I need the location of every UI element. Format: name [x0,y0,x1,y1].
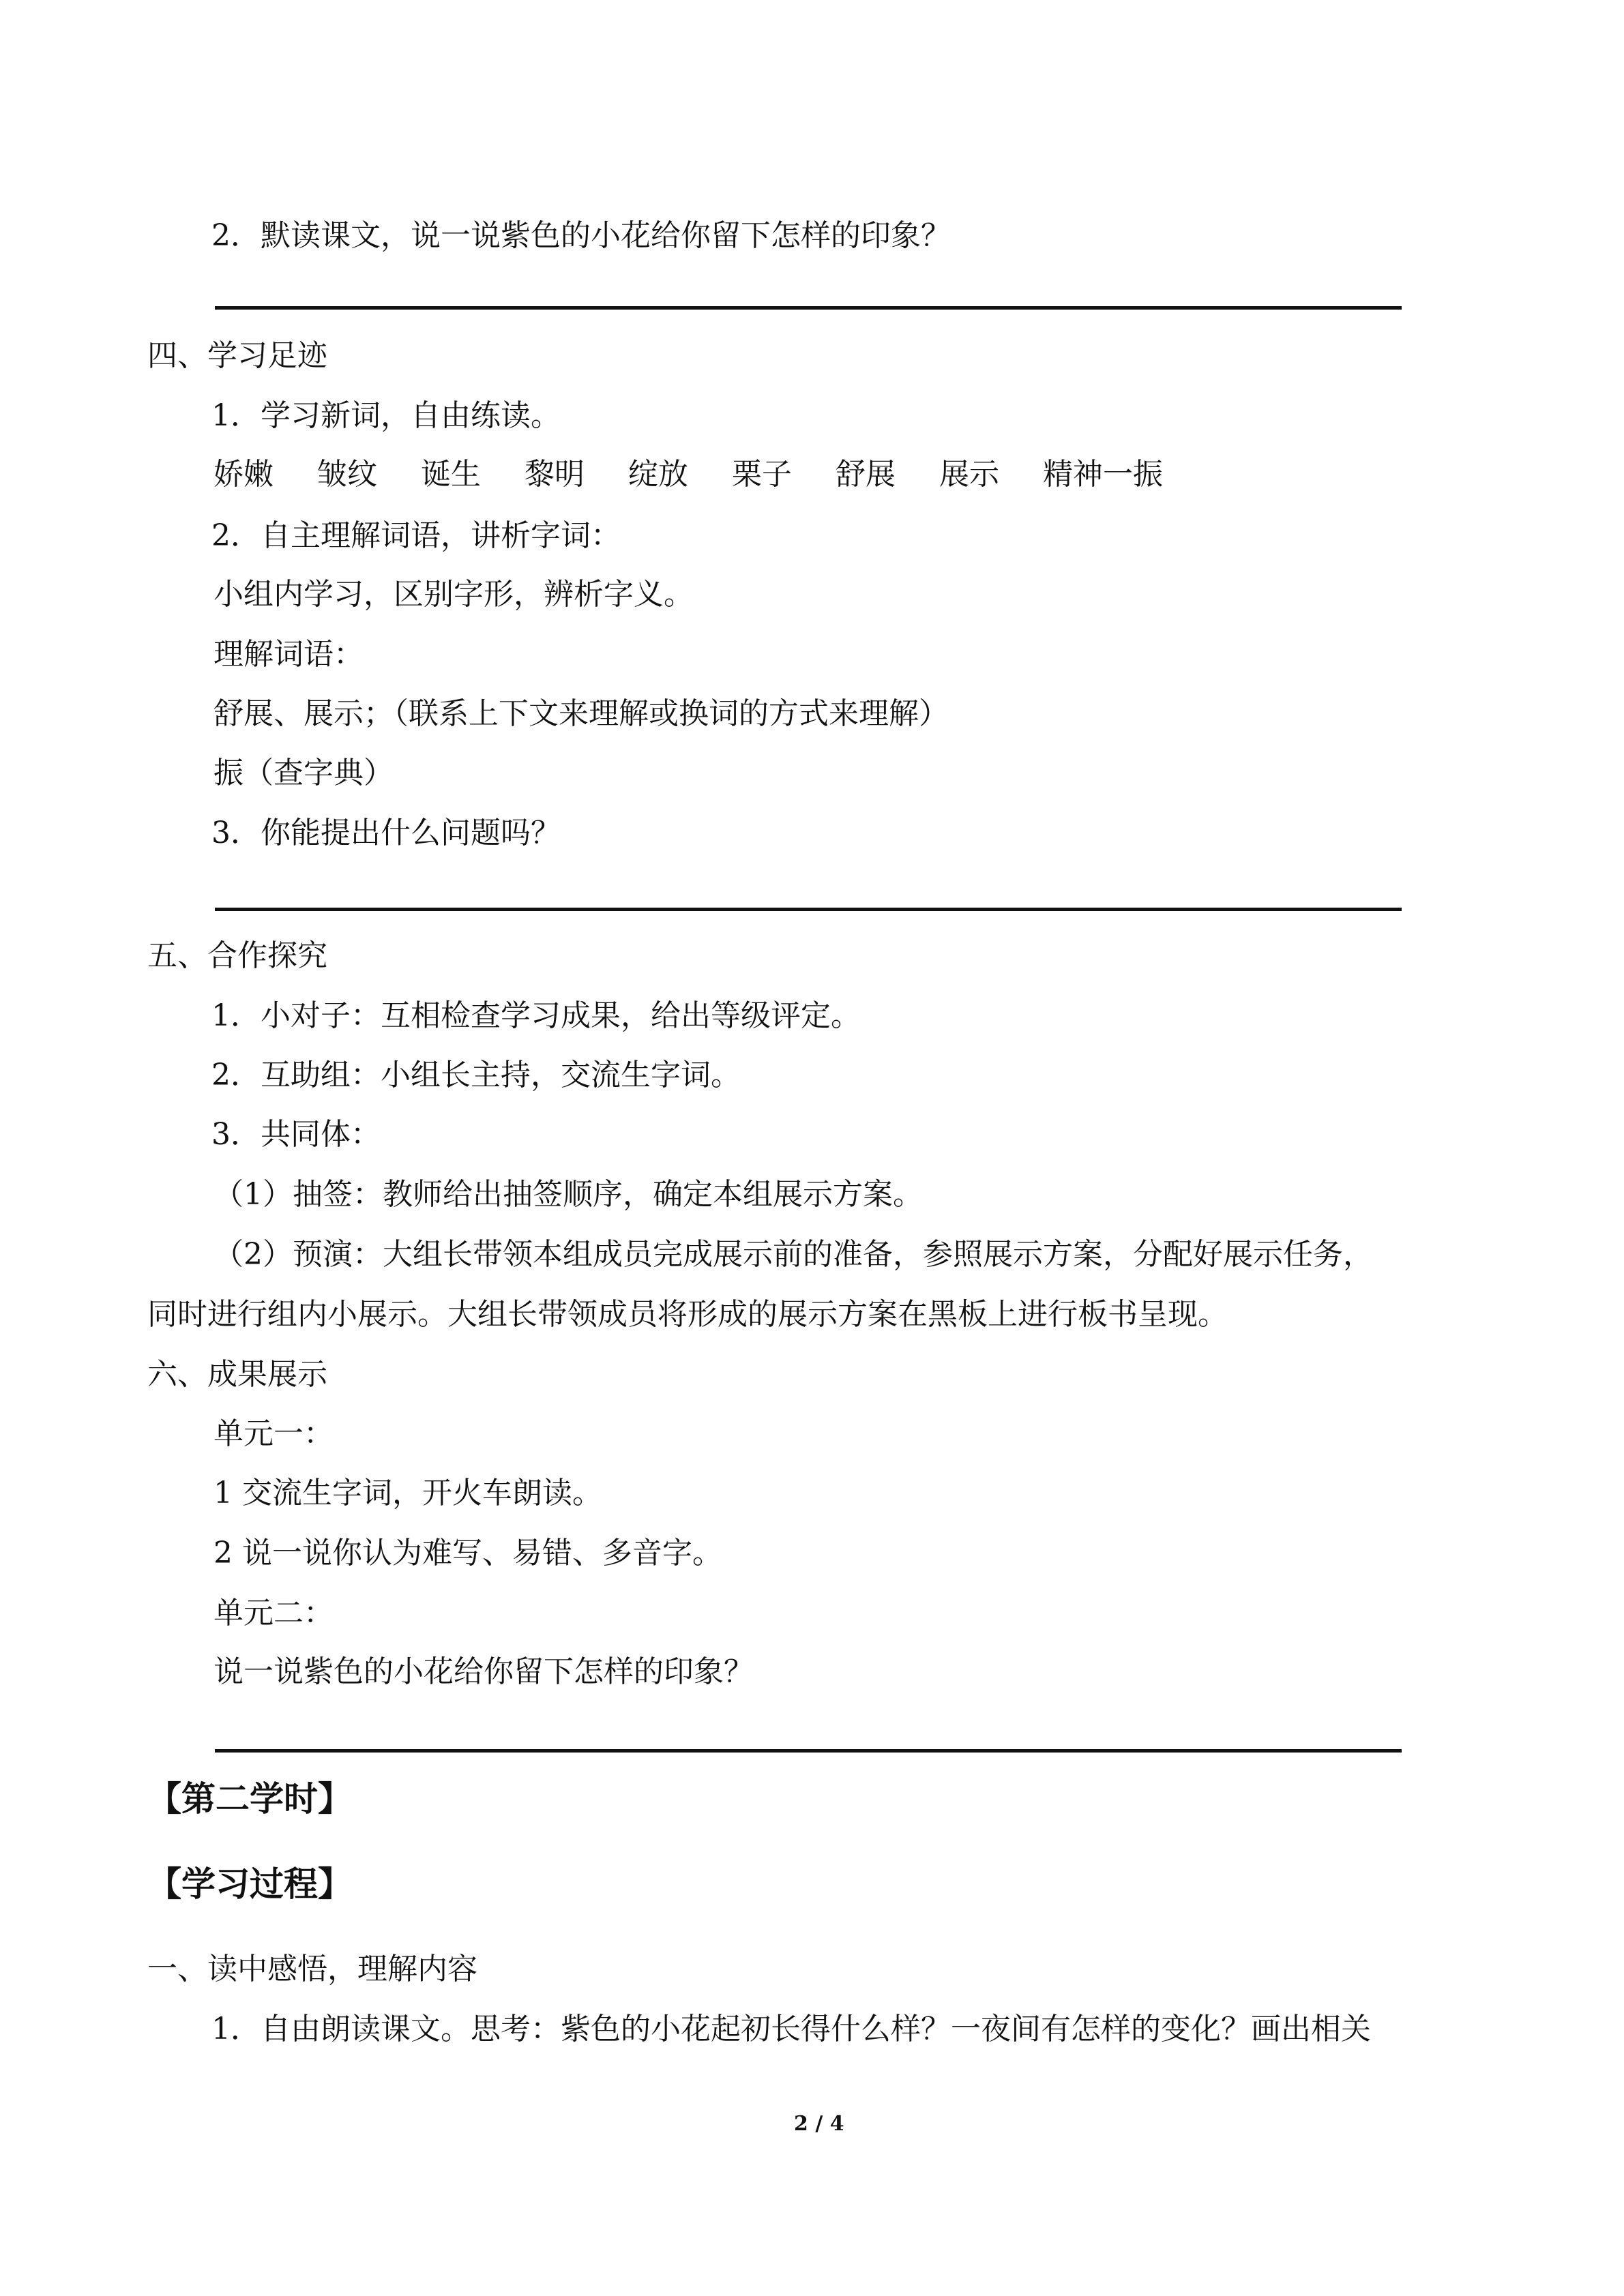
word: 展示 [939,457,999,492]
learning-process-heading: 【学习过程】 [147,1864,352,1904]
sec4-item-1: 1．学习新词，自由练读。 [211,398,561,433]
sec6-unit-1: 单元一： [213,1416,334,1451]
section-5-title: 五、合作探究 [147,938,327,973]
sec5-sub-2b: 同时进行组内小展示。大组长带领成员将形成的展示方案在黑板上进行板书呈现。 [147,1297,1228,1332]
section-4-title: 四、学习足迹 [147,338,327,373]
sec5-item-1: 1．小对子：互相检查学习成果，给出等级评定。 [211,998,861,1033]
new-words-list [213,454,1207,495]
word: 舒展 [836,457,896,492]
word: 娇嫩 [213,457,274,492]
lesson-2-heading: 【第二学时】 [147,1778,352,1819]
sec4-item-3: 3．你能提出什么问题吗？ [211,816,561,850]
sec6-unit-1-b: 2 说一说你认为难写、易错、多音字。 [213,1536,722,1570]
section-6-title: 六、成果展示 [147,1357,327,1392]
question-2: 2．默读课文，说一说紫色的小花给你留下怎样的印象？ [211,218,951,253]
sec6-unit-1-a: 1 交流生字词，开火车朗读。 [213,1476,602,1510]
word: 精神一振 [1043,457,1163,492]
sec5-item-2: 2．互助组：小组长主持，交流生字词。 [211,1058,741,1092]
sec6-unit-2: 单元二： [213,1596,334,1630]
sec5-item-3: 3．共同体： [211,1117,381,1152]
sec4-group-study: 小组内学习，区别字形，辨析字义。 [213,577,694,612]
page-number: 2 / 4 [794,2112,844,2136]
sec5-sub-1: （1）抽签：教师给出抽签顺序，确定本组展示方案。 [213,1177,923,1212]
sec5-sub-2a: （2）预演：大组长带领本组成员完成展示前的准备，参照展示方案，分配好展示任务， [213,1237,1373,1272]
word: 绽放 [628,457,688,492]
word: 诞生 [421,457,481,492]
answer-line [215,908,1402,911]
sec4-understand: 理解词语： [213,637,364,672]
sec4-understand-2: 振（查字典） [213,756,394,790]
answer-line [215,306,1402,310]
word: 黎明 [525,457,585,492]
sec4-understand-1: 舒展、展示；（联系上下文来理解或换词的方式来理解） [213,696,949,731]
answer-line [215,1749,1402,1753]
sec1-item-1: 1．自由朗读课文。思考：紫色的小花起初长得什么样？一夜间有怎样的变化？画出相关 [211,2012,1371,2046]
word: 皱纹 [317,457,377,492]
section-1-title: 一、读中感悟，理解内容 [147,1952,477,1986]
sec6-unit-2-a: 说一说紫色的小花给你留下怎样的印象？ [213,1654,754,1689]
word: 栗子 [732,457,792,492]
sec4-item-2: 2．自主理解词语，讲析字词： [211,518,621,553]
